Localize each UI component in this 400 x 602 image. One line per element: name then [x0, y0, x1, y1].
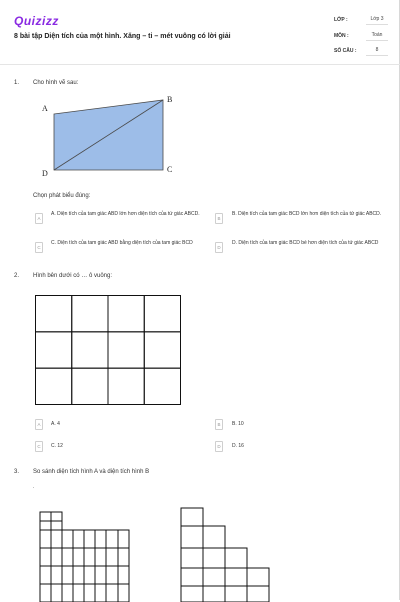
- vertex-label-c: C: [167, 165, 173, 174]
- q2-option-a[interactable]: A. 4: [51, 421, 60, 427]
- quizizz-logo: Quizizz: [14, 14, 59, 28]
- q3-number: 3.: [14, 469, 20, 475]
- q1-option-b-box[interactable]: B: [215, 213, 223, 224]
- grid-cell: [36, 368, 72, 404]
- q1-option-a[interactable]: A. Diện tích của tam giác ABD lớn hơn diện tích của tứ giác ABCD.: [51, 211, 200, 217]
- meta-value-grade: Lớp 3: [366, 16, 388, 25]
- grid-cell: [144, 368, 180, 404]
- grid-cell: [144, 296, 180, 332]
- meta-label-grade: LỚP :: [334, 17, 348, 23]
- q3-dot: .: [33, 484, 35, 490]
- square-grid-figure: [35, 295, 181, 405]
- staircase-figure-a: [40, 512, 130, 602]
- grid-cell: [108, 332, 144, 368]
- staircase-figure-b: [181, 508, 271, 602]
- q1-number: 1.: [14, 80, 20, 86]
- q1-prompt: Cho hình vẽ sau:: [33, 80, 79, 86]
- meta-label-count: SỐ CÂU :: [334, 48, 357, 54]
- q1-option-d-box[interactable]: D: [215, 242, 223, 253]
- q1-instruction: Chọn phát biểu đúng:: [33, 193, 91, 199]
- figure-a-vertical-lines: [51, 512, 118, 602]
- q2-option-c-box[interactable]: C: [35, 441, 43, 452]
- meta-value-count: 8: [366, 47, 388, 56]
- vertex-label-a: A: [42, 104, 48, 113]
- q1-option-c[interactable]: C. Diện tích của tam giác ABD bằng diện tích của tam giác BCD: [51, 240, 193, 246]
- q2-option-b-box[interactable]: B: [215, 419, 223, 430]
- grid-cell: [108, 368, 144, 404]
- grid-cell: [72, 296, 108, 332]
- q1-option-a-box[interactable]: A: [35, 213, 43, 224]
- grid-cell: [144, 332, 180, 368]
- q2-prompt: Hình bên dưới có … ô vuông:: [33, 273, 112, 279]
- q2-option-c[interactable]: C. 12: [51, 443, 63, 449]
- vertex-label-b: B: [167, 95, 173, 104]
- quadrilateral-figure: [36, 92, 186, 178]
- grid-cell: [108, 296, 144, 332]
- grid-cell: [72, 368, 108, 404]
- grid-cell: [36, 296, 72, 332]
- q1-option-d[interactable]: D. Diện tích của tam giác BCD bé hơn diện tích của tứ giác ABCD: [232, 240, 379, 246]
- vertex-label-d: D: [42, 169, 48, 178]
- q1-option-c-box[interactable]: C: [35, 242, 43, 253]
- meta-value-subject: Toán: [366, 32, 388, 41]
- grid-cell: [72, 332, 108, 368]
- q2-option-d-box[interactable]: D: [215, 441, 223, 452]
- q2-option-d[interactable]: D. 16: [232, 443, 244, 449]
- header-divider: [0, 64, 400, 65]
- q3-prompt: So sánh diện tích hình A và diện tích hình B: [33, 469, 150, 475]
- document-title: 8 bài tập Diện tích của một hình. Xăng – ti – mét vuông có lời giải: [14, 33, 231, 40]
- q2-option-a-box[interactable]: A: [35, 419, 43, 430]
- q2-number: 2.: [14, 273, 20, 279]
- meta-label-subject: MÔN :: [334, 33, 349, 39]
- grid-cell: [36, 332, 72, 368]
- q1-option-b[interactable]: B. Diện tích của tam giác BCD lớn hơn diện tích của tứ giác ABCD.: [232, 211, 382, 217]
- q2-option-b[interactable]: B. 10: [232, 421, 244, 427]
